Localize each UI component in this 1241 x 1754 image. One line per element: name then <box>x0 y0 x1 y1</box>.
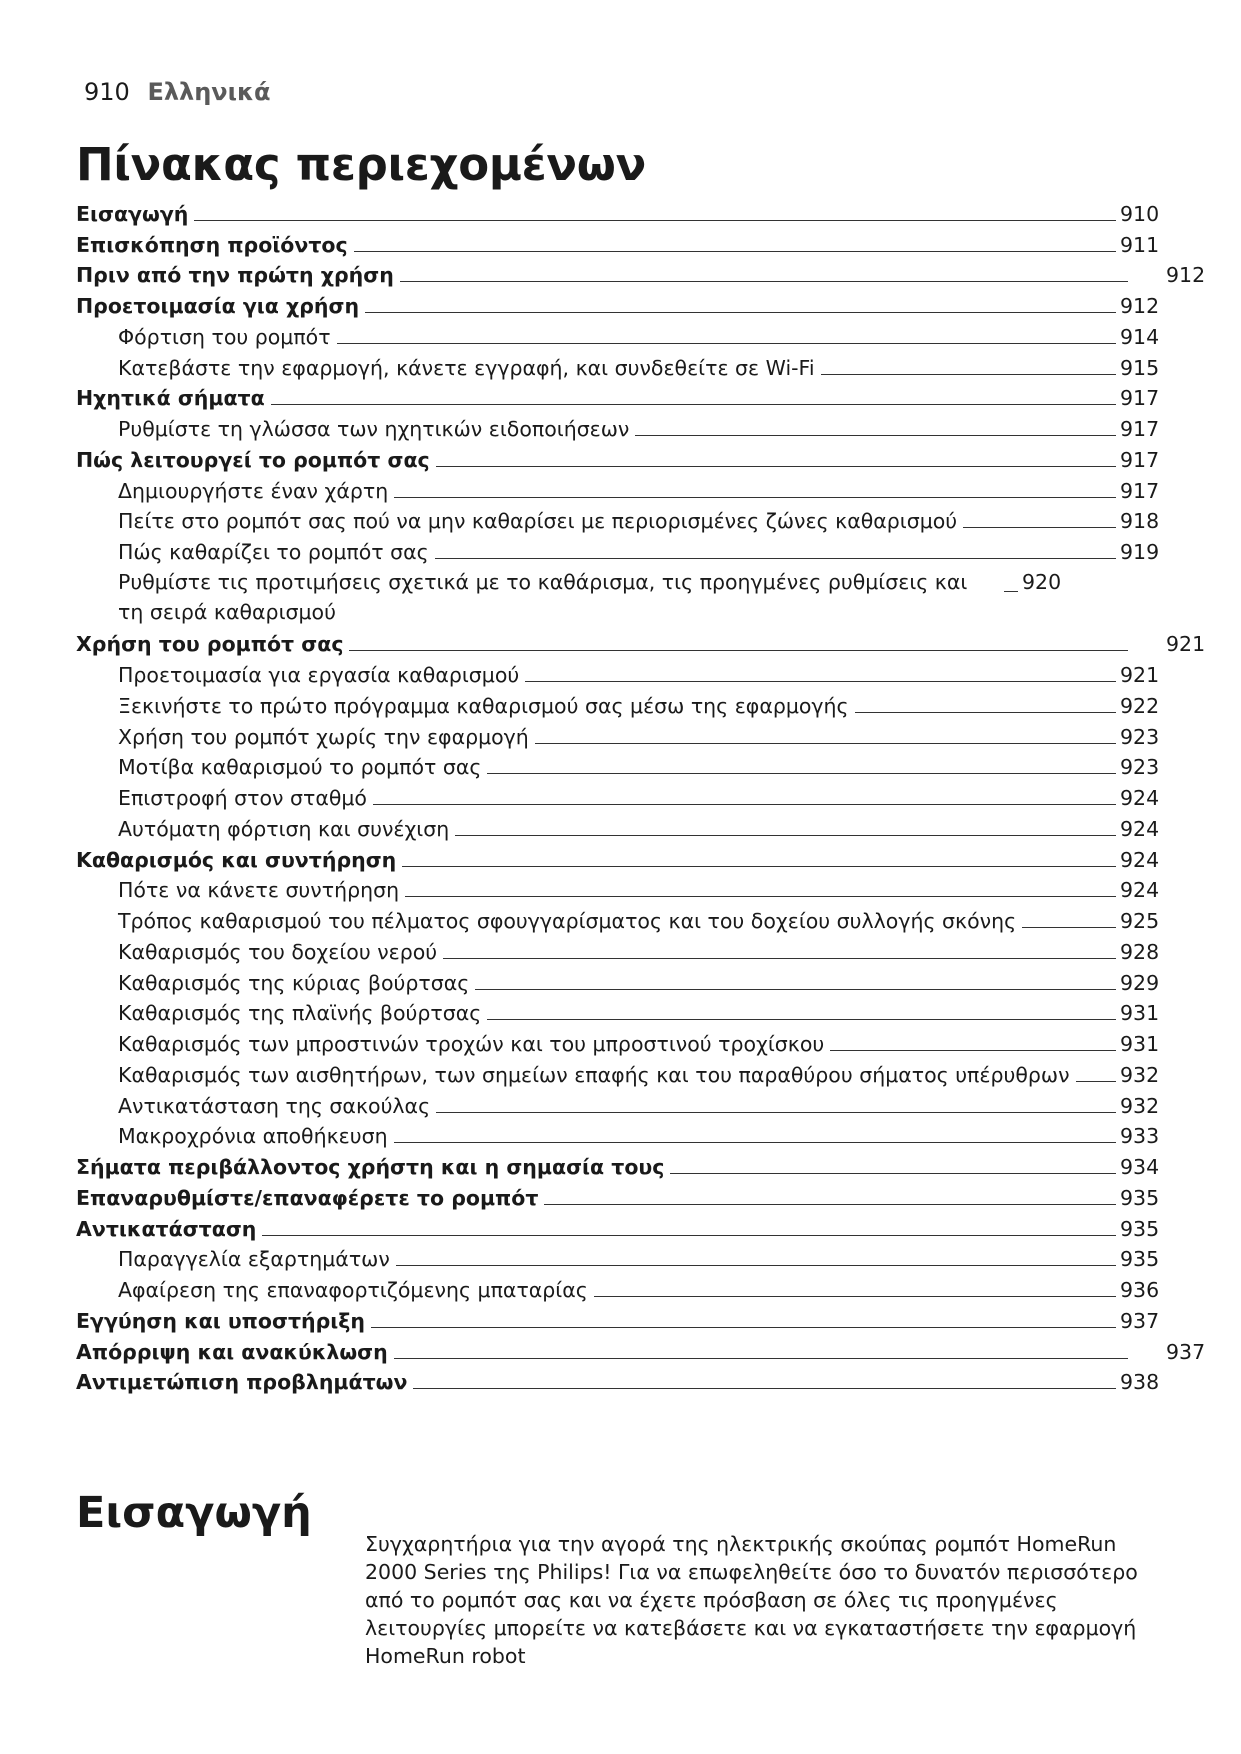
toc-entry-label: Κατεβάστε την εφαρμογή, κάνετε εγγραφή, και συνδεθείτε σε Wi-Fi <box>118 355 815 380</box>
toc-entry-page: 931 <box>1120 1001 1160 1026</box>
toc-entry[interactable] <box>76 842 1166 873</box>
toc-entry[interactable] <box>76 688 1166 719</box>
toc-entry[interactable] <box>76 934 1166 965</box>
toc-entry-label: Χρήση του ρομπότ σας <box>76 632 344 657</box>
toc-entry-page: 924 <box>1120 816 1160 841</box>
toc-entry-label: Πριν από την πρώτη χρήση <box>76 263 394 288</box>
toc-entry-page: 923 <box>1120 724 1160 749</box>
toc-entry-label: Ξεκινήστε το πρώτο πρόγραμμα καθαρισμού σας μέσω της εφαρμογής <box>118 693 849 718</box>
toc-entry-label: Αντιμετώπιση προβλημάτων <box>76 1370 408 1395</box>
toc-entry-label: Εγγύηση και υποστήριξη <box>76 1308 365 1333</box>
table-of-contents <box>76 196 1206 1395</box>
toc-entry-page: 925 <box>1120 909 1160 933</box>
toc-leader-line <box>963 526 1116 528</box>
toc-entry-page: 912 <box>1166 263 1206 288</box>
toc-entry-label: Επισκόπηση προϊόντος <box>76 232 348 257</box>
toc-leader-line <box>349 649 1128 651</box>
toc-entry[interactable] <box>76 811 1166 842</box>
toc-entry[interactable] <box>76 565 1166 627</box>
toc-entry-label: Καθαρισμός της κύριας βούρτσας <box>118 970 470 995</box>
toc-leader-line <box>855 711 1116 713</box>
toc-leader-line <box>337 342 1116 344</box>
toc-entry-page: 911 <box>1120 232 1160 257</box>
toc-entry[interactable] <box>76 996 1166 1027</box>
toc-entry[interactable] <box>76 504 1166 535</box>
page-number: 910 <box>84 78 130 106</box>
toc-entry[interactable] <box>76 1119 1166 1150</box>
toc-entry-label: Μακροχρόνια αποθήκευση <box>118 1124 388 1149</box>
page-header <box>84 78 271 106</box>
toc-entry[interactable] <box>76 473 1166 504</box>
toc-leader-line <box>394 1141 1116 1143</box>
toc-entry-label: Επιστροφή στον σταθμό <box>118 786 367 810</box>
toc-entry[interactable] <box>76 1057 1166 1088</box>
toc-entry[interactable] <box>76 873 1166 904</box>
toc-entry[interactable] <box>76 903 1166 934</box>
toc-leader-line <box>365 311 1116 313</box>
toc-entry[interactable] <box>76 350 1166 381</box>
toc-entry-page: 917 <box>1120 447 1160 472</box>
toc-leader-line <box>436 1111 1116 1113</box>
toc-leader-line <box>535 742 1116 744</box>
toc-entry-label: Ρυθμίστε τις προτιμήσεις σχετικά με το καθάρισμα, τις προηγμένες ρυθμίσεις και τη σειρά καθαρισμού <box>118 570 968 624</box>
toc-entry-label: Μοτίβα καθαρισμού το ρομπότ σας <box>118 755 482 780</box>
toc-entry[interactable] <box>76 288 1166 319</box>
toc-leader-line <box>443 957 1116 959</box>
toc-leader-line <box>455 834 1116 836</box>
toc-entry-page: 912 <box>1120 294 1160 318</box>
toc-entry[interactable] <box>76 780 1166 811</box>
toc-entry-page: 915 <box>1120 355 1160 380</box>
toc-leader-line <box>405 895 1116 897</box>
toc-leader-line <box>400 280 1128 282</box>
toc-leader-line <box>670 1172 1116 1174</box>
toc-entry[interactable] <box>76 1242 1166 1273</box>
toc-leader-line <box>394 1357 1128 1359</box>
toc-entry-label: Καθαρισμός των αισθητήρων, των σημείων επαφής και του παραθύρου σήματος υπέρυθρων <box>118 1062 1070 1087</box>
toc-entry[interactable] <box>76 627 1206 658</box>
toc-entry-page: 935 <box>1120 1247 1160 1272</box>
toc-entry-page: 934 <box>1120 1155 1160 1179</box>
toc-leader-line <box>635 434 1116 436</box>
toc-entry[interactable] <box>76 534 1166 565</box>
toc-entry-page: 933 <box>1120 1124 1160 1149</box>
toc-entry-label: Πείτε στο ρομπότ σας πού να μην καθαρίσει με περιορισμένες ζώνες καθαρισμού <box>118 509 958 534</box>
toc-entry[interactable] <box>76 1272 1166 1303</box>
toc-leader-line <box>487 1018 1116 1020</box>
toc-leader-line <box>487 772 1116 774</box>
toc-entry-page: 931 <box>1120 1032 1160 1056</box>
toc-entry[interactable] <box>76 196 1166 227</box>
toc-entry-page: 921 <box>1120 663 1160 687</box>
toc-entry-page: 924 <box>1120 847 1160 872</box>
toc-entry-label: Ηχητικά σήματα <box>76 386 265 411</box>
toc-entry-label: Πότε να κάνετε συντήρηση <box>118 878 400 903</box>
toc-entry-page: 938 <box>1120 1370 1160 1395</box>
toc-leader-line <box>594 1295 1116 1297</box>
toc-leader-line <box>402 865 1116 867</box>
toc-entry[interactable] <box>76 657 1166 688</box>
toc-leader-line <box>373 803 1116 805</box>
toc-entry[interactable] <box>76 965 1166 996</box>
toc-leader-line <box>396 1264 1116 1266</box>
toc-entry-page: 924 <box>1120 786 1160 810</box>
toc-entry-label: Αντικατάσταση της σακούλας <box>118 1093 431 1118</box>
toc-entry-label: Παραγγελία εξαρτημάτων <box>118 1247 390 1272</box>
toc-entry-label: Ρυθμίστε τη γλώσσα των ηχητικών ειδοποιήσεων <box>118 417 630 441</box>
toc-entry-page: 928 <box>1120 939 1160 964</box>
toc-entry[interactable] <box>76 381 1166 412</box>
toc-entry-label: Απόρριψη και ανακύκλωση <box>76 1339 388 1364</box>
language-label: Ελληνικά <box>147 78 271 106</box>
toc-entry[interactable] <box>76 719 1166 750</box>
toc-entry-page: 917 <box>1120 417 1160 441</box>
toc-entry-label: Φόρτιση του ρομπότ <box>118 324 331 349</box>
toc-leader-line <box>354 250 1116 252</box>
toc-entry-page: 918 <box>1120 509 1160 534</box>
toc-leader-line <box>525 680 1116 682</box>
toc-entry-label: Εισαγωγή <box>76 201 189 226</box>
toc-entry-label: Προετοιμασία για χρήση <box>76 294 360 318</box>
toc-entry-page: 919 <box>1120 540 1160 564</box>
toc-entry-page: 929 <box>1120 970 1160 995</box>
toc-entry-page: 920 <box>1022 570 1062 594</box>
toc-entry[interactable] <box>76 750 1166 781</box>
toc-entry-label: Καθαρισμός της πλαϊνής βούρτσας <box>118 1001 482 1026</box>
toc-entry-page: 910 <box>1120 201 1160 226</box>
toc-leader-line <box>371 1326 1116 1328</box>
toc-entry[interactable] <box>76 258 1206 289</box>
toc-entry-page: 922 <box>1120 693 1160 718</box>
toc-entry[interactable] <box>76 411 1166 442</box>
toc-entry-page: 937 <box>1120 1308 1160 1333</box>
toc-entry-page: 917 <box>1120 478 1160 503</box>
toc-leader-line <box>271 403 1116 405</box>
toc-title: Πίνακας περιεχομένων <box>76 138 646 191</box>
toc-entry[interactable] <box>76 442 1166 473</box>
toc-entry-label: Αντικατάσταση <box>76 1216 257 1241</box>
toc-entry-label: Πώς λειτουργεί το ρομπότ σας <box>76 447 430 472</box>
toc-entry-label: Πώς καθαρίζει το ρομπότ σας <box>118 540 429 564</box>
toc-leader-line <box>821 373 1116 375</box>
toc-entry[interactable] <box>76 227 1166 258</box>
toc-entry-page: 914 <box>1120 324 1160 349</box>
toc-entry[interactable] <box>76 1303 1166 1334</box>
toc-leader-line <box>1022 926 1116 928</box>
toc-entry[interactable] <box>76 1088 1166 1119</box>
toc-entry-page: 921 <box>1166 632 1206 657</box>
toc-entry[interactable] <box>76 1149 1166 1180</box>
toc-leader-line <box>544 1203 1116 1205</box>
toc-entry-label: Αυτόματη φόρτιση και συνέχιση <box>118 816 450 841</box>
toc-entry[interactable] <box>76 1211 1166 1242</box>
toc-entry-label: Τρόπος καθαρισμού του πέλματος σφουγγαρίσματος και του δοχείου συλλογής σκόνης <box>118 909 1017 933</box>
toc-leader-line <box>1076 1080 1116 1082</box>
toc-entry-label: Καθαρισμός του δοχείου νερού <box>118 939 438 964</box>
toc-entry[interactable] <box>76 319 1166 350</box>
intro-paragraph: Συγχαρητήρια για την αγορά της ηλεκτρικής σκούπας ρομπότ HomeRun 2000 Series της Philips! Για να επωφεληθείτε όσο το δυνατόν περισσότερο από το ρομπότ σας και να έχετε πρόσβαση σε όλες τις προηγμένες λειτουργίες μπορείτε να κατεβάσετε και να εγκαταστήσετε την εφαρμογή HomeRun robot <box>365 1532 1138 1668</box>
toc-leader-line <box>1004 590 1018 592</box>
toc-entry-page: 917 <box>1120 386 1160 411</box>
toc-entry[interactable] <box>76 1026 1166 1057</box>
toc-leader-line <box>394 496 1116 498</box>
toc-entry[interactable] <box>76 1180 1166 1211</box>
toc-leader-line <box>194 219 1116 221</box>
toc-entry-page: 932 <box>1120 1093 1160 1118</box>
toc-entry-page: 924 <box>1120 878 1160 903</box>
toc-leader-line <box>435 557 1116 559</box>
toc-entry-page: 932 <box>1120 1062 1160 1087</box>
toc-entry[interactable] <box>76 1334 1206 1365</box>
toc-entry-label: Προετοιμασία για εργασία καθαρισμού <box>118 663 520 687</box>
toc-leader-line <box>436 465 1116 467</box>
toc-entry-page: 935 <box>1120 1216 1160 1241</box>
toc-entry-label: Σήματα περιβάλλοντος χρήστη και η σημασία τους <box>76 1155 665 1179</box>
toc-leader-line <box>413 1387 1116 1389</box>
toc-leader-line <box>475 988 1116 990</box>
section-title: Εισαγωγή <box>76 1488 312 1538</box>
toc-entry-page: 935 <box>1120 1185 1160 1210</box>
toc-leader-line <box>830 1049 1116 1051</box>
toc-entry-page: 923 <box>1120 755 1160 780</box>
toc-entry-page: 937 <box>1166 1339 1206 1364</box>
toc-entry-label: Καθαρισμός των μπροστινών τροχών και του μπροστινού τροχίσκου <box>118 1032 825 1056</box>
toc-entry-label: Επαναρυθμίστε/επαναφέρετε το ρομπότ <box>76 1185 539 1210</box>
toc-leader-line <box>262 1234 1116 1236</box>
toc-entry-label: Χρήση του ρομπότ χωρίς την εφαρμογή <box>118 724 529 749</box>
toc-entry-label: Καθαρισμός και συντήρηση <box>76 847 397 872</box>
toc-entry[interactable] <box>76 1365 1166 1396</box>
toc-entry-label: Αφαίρεση της επαναφορτιζόμενης μπαταρίας <box>118 1278 588 1302</box>
toc-entry-label: Δημιουργήστε έναν χάρτη <box>118 478 389 503</box>
toc-entry-page: 936 <box>1120 1278 1160 1302</box>
